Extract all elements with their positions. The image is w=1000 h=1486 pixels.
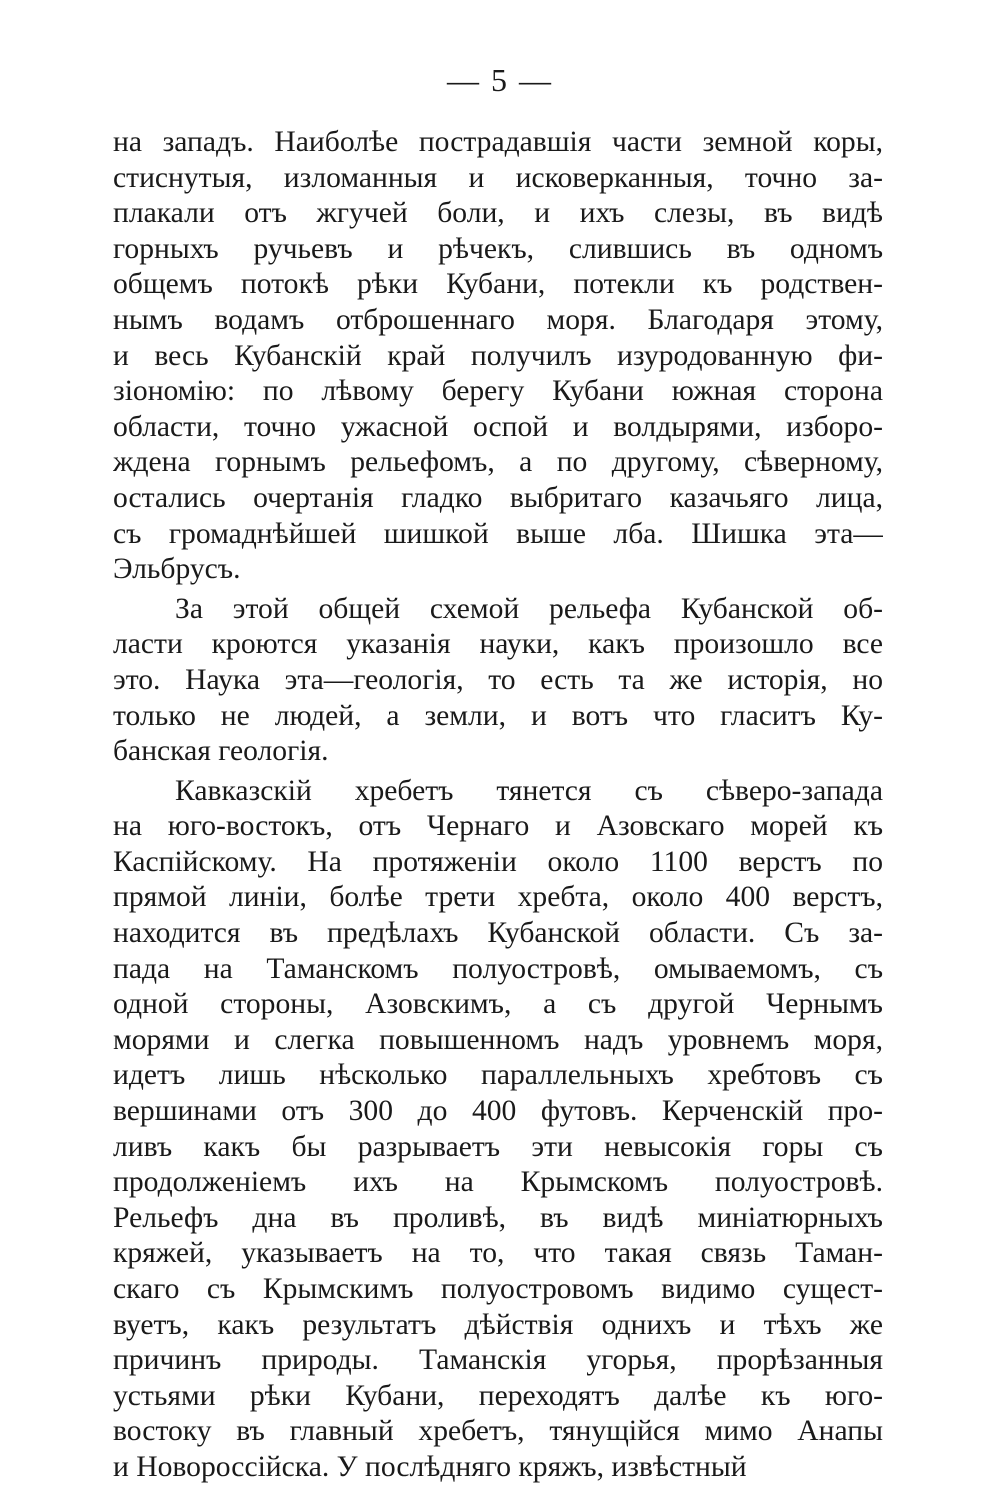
- text-line: остались очертанія гладко выбритаго казачьяго лица,: [113, 481, 883, 514]
- text-line: За этой общей схемой рельефа Кубанской об-: [175, 592, 883, 625]
- text-line: пада на Таманскомъ полуостровѣ, омываемомъ, съ: [113, 952, 883, 985]
- text-line: и весь Кубанскій край получилъ изуродованную фи-: [113, 339, 883, 372]
- text-line: ласти кроются указанія науки, какъ произошло все: [113, 628, 883, 661]
- text-line: стиснутыя, изломанныя и исковерканныя, точно за-: [113, 161, 883, 194]
- text-line: это. Наука эта—геологія, то есть та же исторія, но: [113, 663, 883, 696]
- text-line: Эльбрусъ.: [113, 553, 241, 586]
- text-line: Каспійскому. На протяженіи около 1100 верстъ по: [113, 845, 883, 878]
- text-line: востоку въ главный хребетъ, тянущійся мимо Анапы: [113, 1415, 883, 1448]
- text-line: области, точно ужасной оспой и волдырями, изборо-: [113, 410, 883, 443]
- text-line: морями и слегка повышенномъ надъ уровнемъ моря,: [113, 1023, 883, 1056]
- text-line: ждена горнымъ рельефомъ, а по другому, сѣверному,: [113, 446, 883, 479]
- text-line: зіономію: по лѣвому берегу Кубани южная сторона: [113, 375, 883, 408]
- text-line: нымъ водамъ отброшеннаго моря. Благодаря этому,: [113, 303, 883, 336]
- text-line: кряжей, указываетъ на то, что такая связь Таман-: [113, 1237, 883, 1270]
- text-line: устьями рѣки Кубани, переходятъ далѣе къ юго-: [113, 1379, 883, 1412]
- page-number: — 5 —: [447, 62, 553, 98]
- paragraph: [113, 774, 883, 1486]
- text-line: Рельефъ дна въ проливѣ, въ видѣ миніатюрныхъ: [113, 1201, 883, 1234]
- text-line: только не людей, а земли, и вотъ что гласитъ Ку-: [113, 699, 883, 732]
- text-line: ливъ какъ бы разрываетъ эти невысокія горы съ: [113, 1130, 883, 1163]
- text-line: банская геологія.: [113, 735, 329, 768]
- text-line: на западъ. Наиболѣе пострадавшія части земной коры,: [113, 126, 883, 158]
- paragraph: [113, 592, 883, 770]
- text-line: съ громаднѣйшей шишкой выше лба. Шишка эта—: [113, 517, 883, 550]
- text-line: идетъ лишь нѣсколько параллельныхъ хребтовъ съ: [113, 1059, 883, 1092]
- text-line: причинъ природы. Таманскія угорья, прорѣзанныя: [113, 1344, 883, 1377]
- text-line: одной стороны, Азовскимъ, а съ другой Чернымъ: [113, 988, 883, 1021]
- text-line: прямой линіи, болѣе трети хребта, около 400 верстъ,: [113, 881, 883, 914]
- text-line: плакали отъ жгучей боли, и ихъ слезы, въ видѣ: [113, 197, 883, 230]
- text-line: находится въ предѣлахъ Кубанской области. Съ за-: [113, 917, 883, 950]
- text-line: Кавказскій хребетъ тянется съ сѣверо-запада: [175, 774, 883, 807]
- text-line: и Новороссійска. У послѣдняго кряжъ, извѣстный: [113, 1450, 747, 1483]
- paragraph: [113, 125, 883, 588]
- text-line: общемъ потокѣ рѣки Кубани, потекли къ родствен-: [113, 268, 883, 301]
- text-line: скаго съ Крымскимъ полуостровомъ видимо сущест-: [113, 1273, 883, 1305]
- body-text: [113, 125, 883, 1486]
- text-line: горныхъ ручьевъ и рѣчекъ, слившись въ одномъ: [113, 232, 883, 265]
- text-line: вуетъ, какъ результатъ дѣйствія однихъ и тѣхъ же: [113, 1308, 883, 1341]
- text-line: продолженіемъ ихъ на Крымскомъ полуостровѣ.: [113, 1166, 883, 1199]
- text-line: на юго-востокъ, отъ Чернаго и Азовскаго морей къ: [113, 810, 883, 843]
- text-line: вершинами отъ 300 до 400 футовъ. Керченскій про-: [113, 1095, 883, 1128]
